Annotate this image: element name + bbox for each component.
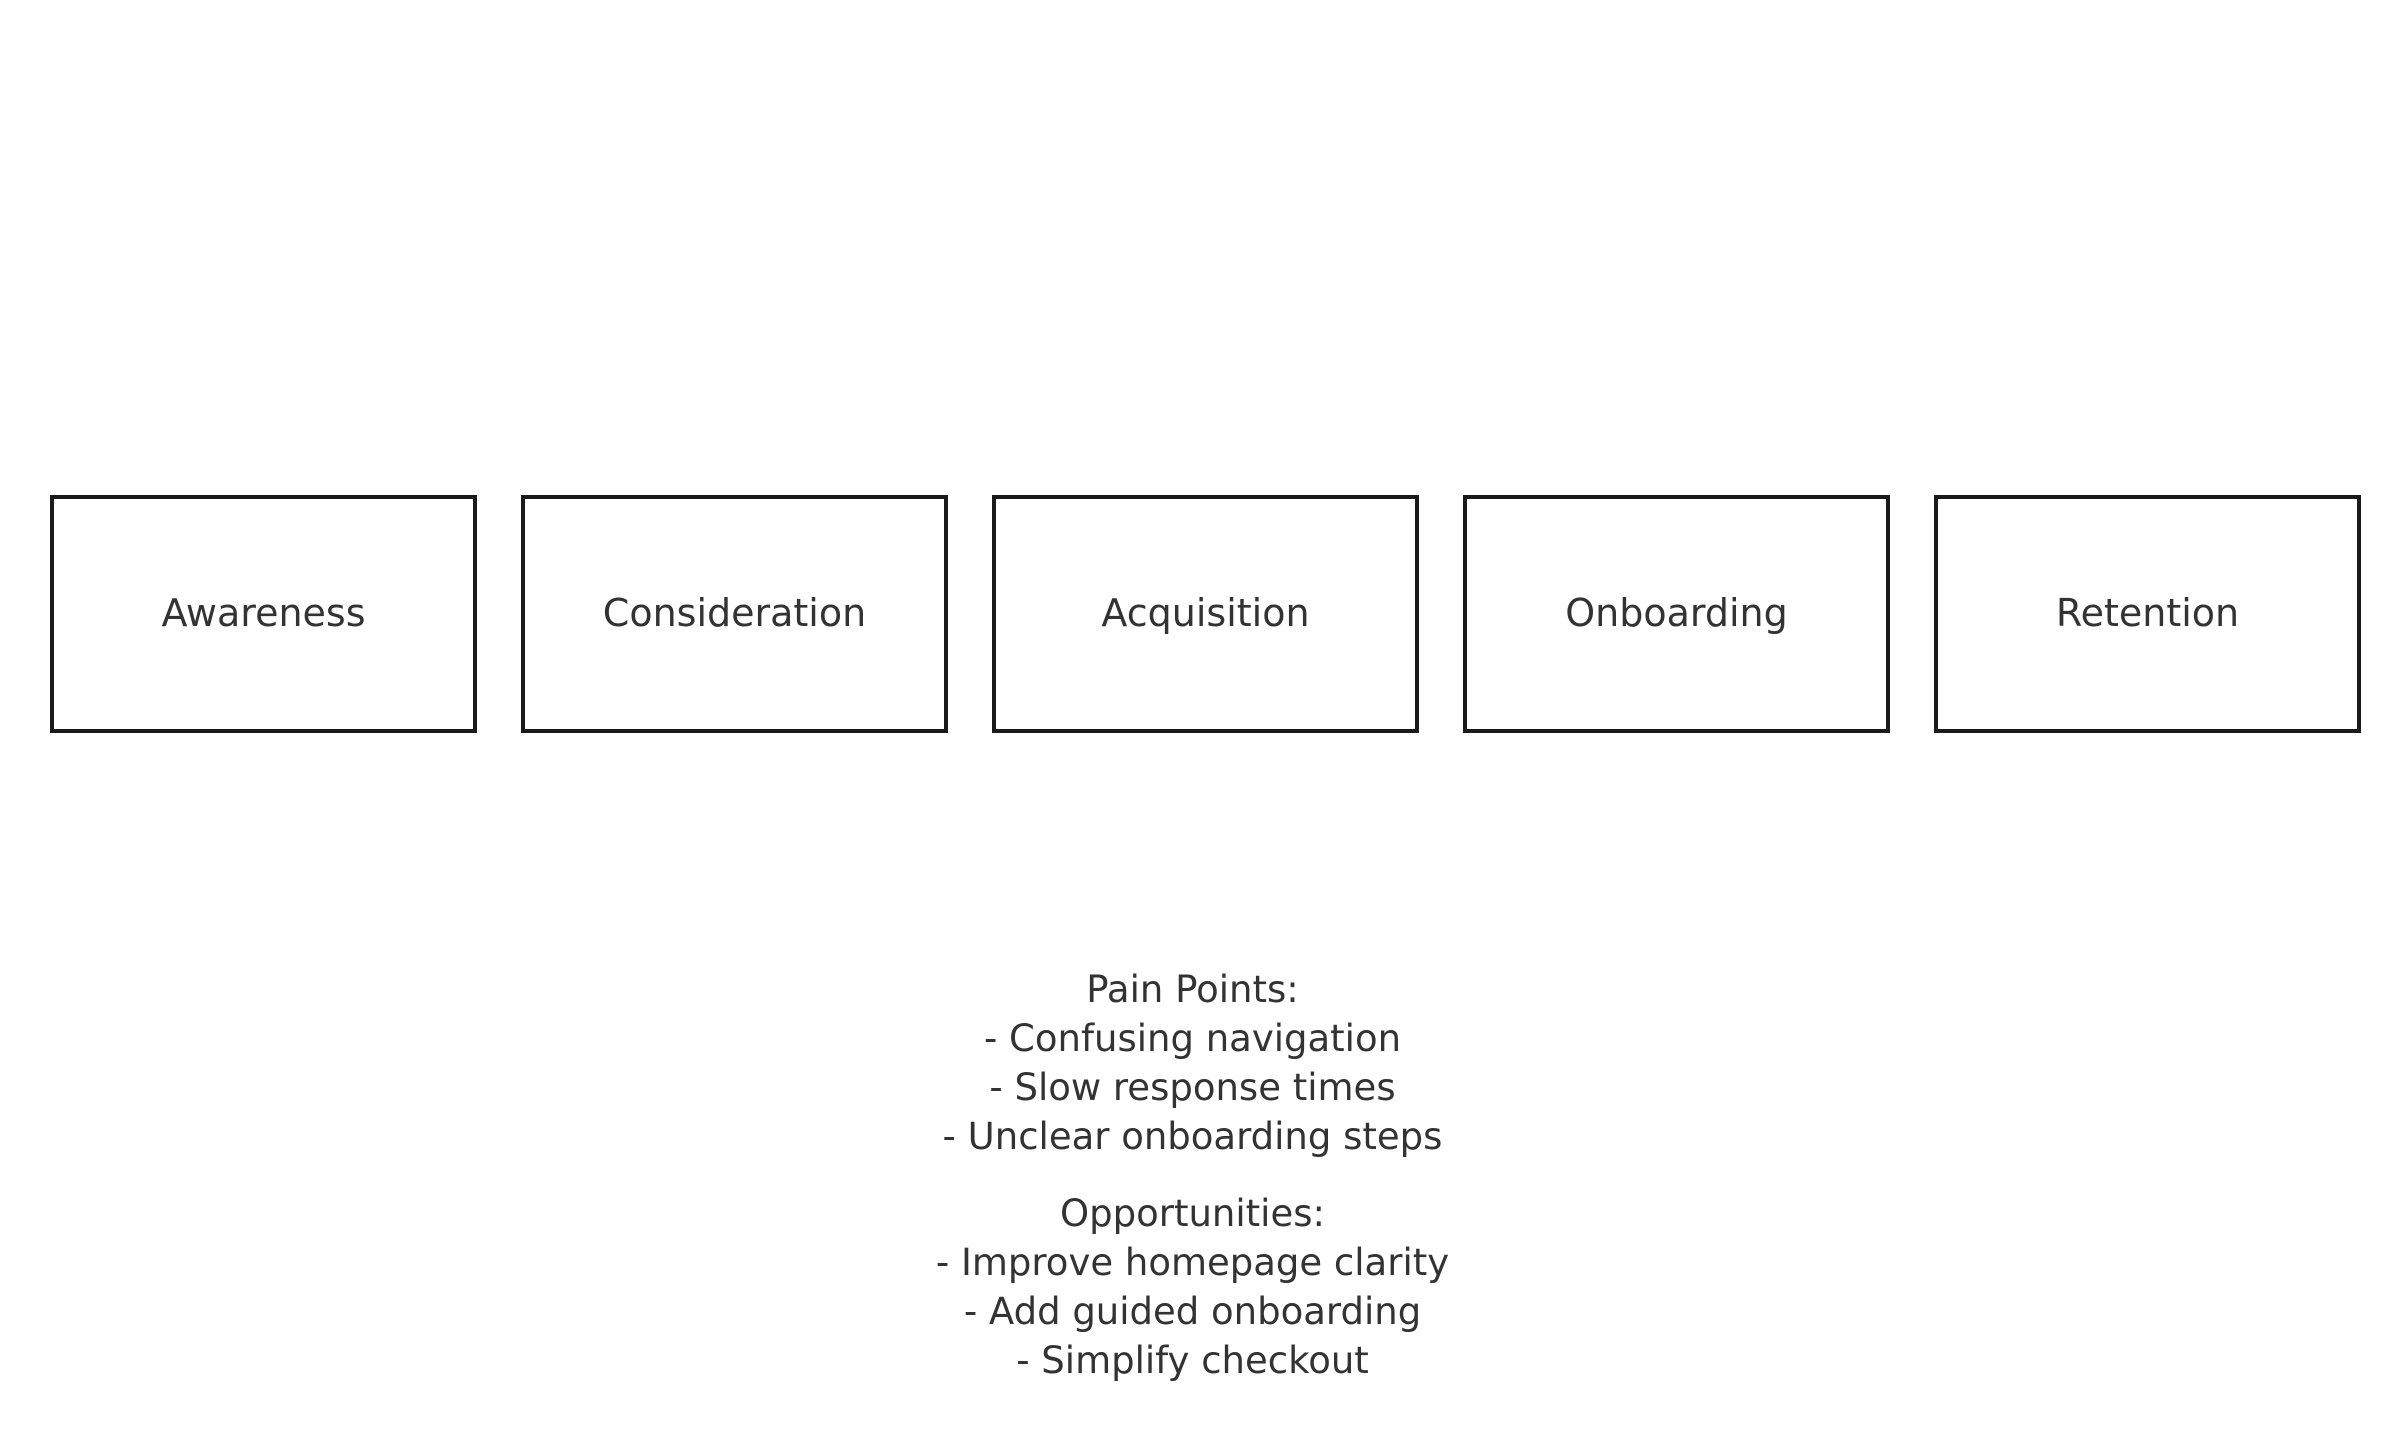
pain-point-item: - Slow response times	[989, 1066, 1396, 1109]
stage-box-retention[interactable]	[1934, 495, 2361, 733]
pain-point-item: - Unclear onboarding steps	[942, 1115, 1443, 1158]
opportunities-heading: Opportunities:	[1060, 1192, 1325, 1235]
opportunity-item: - Add guided onboarding	[963, 1290, 1422, 1333]
stage-label: Awareness	[161, 591, 366, 636]
pain-points-heading: Pain Points:	[1086, 968, 1299, 1011]
stage-label: Acquisition	[1101, 591, 1310, 636]
stage-label: Consideration	[602, 591, 867, 636]
journey-notes	[0, 965, 2385, 1385]
stage-label: Onboarding	[1565, 591, 1788, 636]
stage-box-onboarding[interactable]	[1463, 495, 1890, 733]
stage-box-consideration[interactable]	[521, 495, 948, 733]
opportunity-item: - Improve homepage clarity	[935, 1241, 1450, 1284]
stage-box-awareness[interactable]	[50, 495, 477, 733]
opportunity-item: - Simplify checkout	[1016, 1339, 1369, 1382]
notes-spacer	[0, 1161, 2385, 1189]
journey-stage-row	[50, 495, 2370, 735]
pain-point-item: - Confusing navigation	[983, 1017, 1402, 1060]
stage-box-acquisition[interactable]	[992, 495, 1419, 733]
stage-label: Retention	[2055, 591, 2240, 636]
